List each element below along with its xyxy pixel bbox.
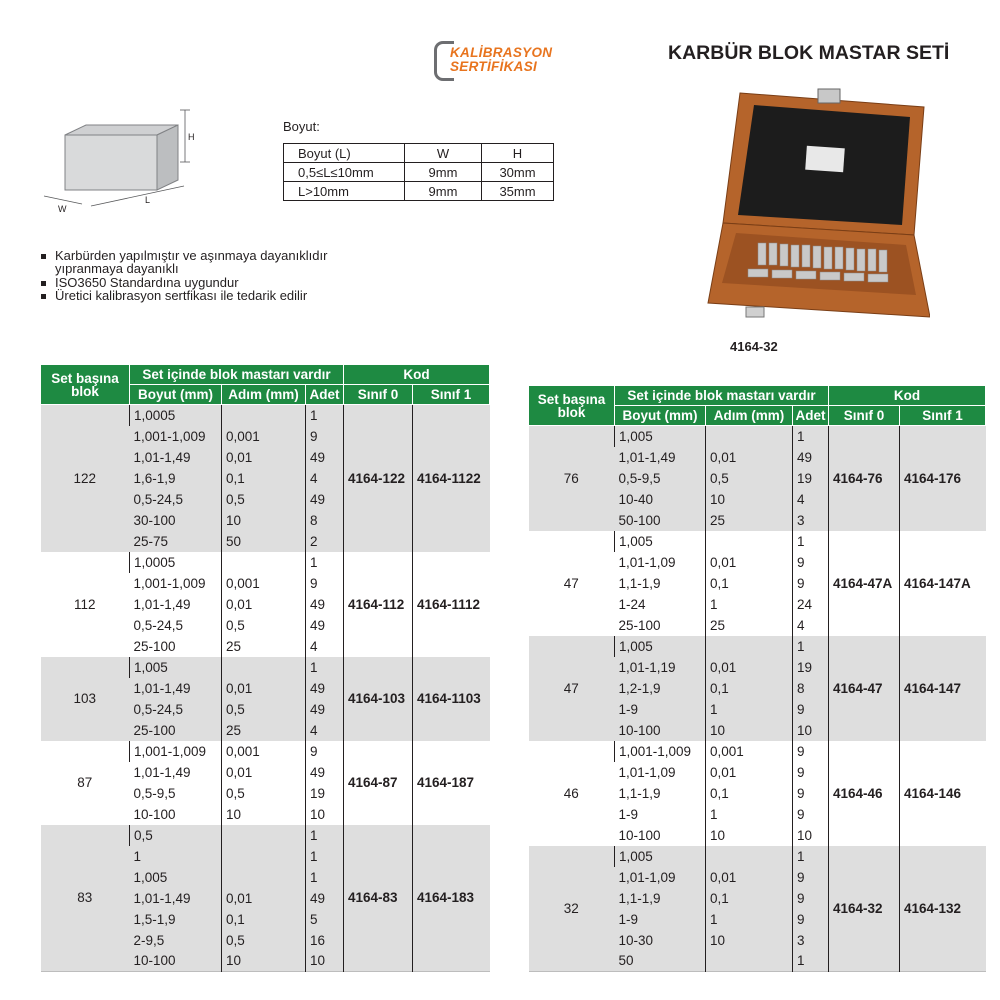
adim-cell: 25 [706,510,793,531]
sinif1-code-cell: 4164-146 [900,741,986,846]
sinif1-code-cell: 4164-1122 [413,405,490,552]
boyut-cell: 10-100 [130,951,222,972]
boyut-cell: 10-100 [130,804,222,825]
boyut-cell: 1,01-1,09 [615,552,706,573]
adet-cell: 19 [793,468,829,489]
dimension-table [283,143,554,201]
header-contents: Set içinde blok mastarı vardır [615,386,829,406]
table-row [529,846,986,867]
adet-cell: 1 [793,531,829,552]
table-row [529,531,986,552]
adet-cell: 9 [793,699,829,720]
boyut-cell: 1,6-1,9 [130,468,222,489]
set-count-cell: 83 [41,825,130,972]
adim-cell [706,951,793,972]
boyut-cell: 1,5-1,9 [130,909,222,930]
feature-text: Üretici kalibrasyon sertfikası ile tedarik edilir [55,288,308,304]
adim-cell: 0,5 [222,489,306,510]
adet-cell: 1 [793,636,829,657]
adim-cell: 0,01 [706,552,793,573]
adim-cell: 10 [706,930,793,951]
dim-cell: 0,5≤L≤10mm [284,163,405,182]
feature-item [40,249,327,262]
header-kod: Kod [344,365,490,385]
adet-cell: 49 [306,594,344,615]
adim-cell: 0,01 [222,762,306,783]
boyut-cell: 0,5-24,5 [130,489,222,510]
adim-cell: 25 [222,636,306,657]
feature-item [40,289,327,302]
boyut-cell: 1,01-1,49 [130,888,222,909]
set-count-cell: 112 [41,552,130,657]
boyut-cell: 1,01-1,49 [130,594,222,615]
adet-cell: 16 [306,930,344,951]
adim-cell [222,846,306,867]
boyut-cell: 1,005 [130,657,222,678]
adet-cell: 1 [793,846,829,867]
boyut-cell: 1,0005 [130,405,222,426]
header-adet: Adet [306,385,344,405]
dim-header-boyut: Boyut (L) [284,144,405,163]
adim-cell: 0,1 [222,468,306,489]
bullet-icon [41,254,46,259]
adet-cell: 9 [306,741,344,762]
adim-cell: 0,5 [222,615,306,636]
adim-cell: 0,1 [706,783,793,804]
product-caption: 4164-32 [730,339,778,354]
product-case-image [668,85,930,335]
boyut-cell: 1,005 [615,846,706,867]
adim-cell: 1 [706,594,793,615]
adet-cell: 19 [793,657,829,678]
sinif1-code-cell: 4164-1112 [413,552,490,657]
table-row [41,741,490,762]
boyut-cell: 1,01-1,19 [615,657,706,678]
adet-cell: 49 [306,489,344,510]
adet-cell: 1 [306,825,344,846]
dim-cell: L>10mm [284,182,405,201]
label-h: H [188,132,195,142]
adet-cell: 1 [306,867,344,888]
adim-cell: 0,01 [222,447,306,468]
table-row [529,636,986,657]
adet-cell: 9 [793,888,829,909]
header-sinif1: Sınıf 1 [413,385,490,405]
logo-line-2: SERTİFİKASI [450,59,538,74]
adim-cell: 0,5 [222,783,306,804]
feature-text: ISO3650 Standardına uygundur [55,274,239,290]
feature-item [40,276,327,289]
sinif0-code-cell: 4164-122 [344,405,413,552]
adet-cell: 1 [306,657,344,678]
dim-header-w: W [405,144,482,163]
header-kod: Kod [829,386,986,406]
header-adim: Adım (mm) [222,385,306,405]
logo-line-1: KALİBRASYON [450,45,553,60]
set-count-cell: 47 [529,636,615,741]
sinif1-code-cell: 4164-176 [900,426,986,531]
boyut-cell: 10-100 [615,825,706,846]
boyut-cell: 0,5-9,5 [615,468,706,489]
sinif0-code-cell: 4164-47 [829,636,900,741]
boyut-cell: 0,5 [130,825,222,846]
adet-cell: 9 [793,762,829,783]
boyut-cell: 30-100 [130,510,222,531]
adim-cell [706,636,793,657]
adim-cell: 0,001 [222,426,306,447]
sinif1-code-cell: 4164-147A [900,531,986,636]
adim-cell: 0,1 [222,909,306,930]
boyut-cell: 1,005 [130,867,222,888]
adet-cell: 9 [793,867,829,888]
adet-cell: 8 [793,678,829,699]
boyut-cell: 1 [130,846,222,867]
adet-cell: 9 [793,909,829,930]
boyut-cell: 25-75 [130,531,222,552]
adim-cell: 0,01 [706,447,793,468]
header-set: Set başına blok [41,365,130,405]
dimension-row [284,163,554,182]
table-header-row [529,386,986,406]
adim-cell: 10 [706,489,793,510]
boyut-cell: 1,1-1,9 [615,783,706,804]
adet-cell: 4 [793,615,829,636]
boyut-cell: 1-9 [615,909,706,930]
feature-item-continuation [40,262,327,275]
boyut-cell: 1,001-1,009 [130,426,222,447]
sinif0-code-cell: 4164-76 [829,426,900,531]
adim-cell: 25 [222,720,306,741]
boyut-cell: 1,001-1,009 [130,741,222,762]
left-gauge-set-table [40,364,490,972]
adet-cell: 2 [306,531,344,552]
adim-cell [706,846,793,867]
boyut-cell: 10-30 [615,930,706,951]
boyut-cell: 25-100 [615,615,706,636]
boyut-cell: 1,2-1,9 [615,678,706,699]
boyut-cell: 1,01-1,49 [130,447,222,468]
adim-cell: 0,001 [222,741,306,762]
boyut-cell: 0,5-24,5 [130,699,222,720]
adet-cell: 1 [793,951,829,972]
sinif0-code-cell: 4164-83 [344,825,413,972]
page-title: KARBÜR BLOK MASTAR SETİ [668,42,950,64]
header-adet: Adet [793,406,829,426]
adet-cell: 4 [306,720,344,741]
adet-cell: 10 [793,720,829,741]
boyut-cell: 25-100 [130,636,222,657]
adet-cell: 4 [793,489,829,510]
adim-cell: 0,5 [706,468,793,489]
set-count-cell: 46 [529,741,615,846]
set-count-cell: 122 [41,405,130,552]
block-dimension-diagram [36,100,216,215]
adim-cell: 0,5 [222,699,306,720]
header-boyut: Boyut (mm) [130,385,222,405]
boyut-cell: 1,005 [615,426,706,447]
adet-cell: 9 [793,573,829,594]
adet-cell: 9 [793,741,829,762]
adet-cell: 10 [306,951,344,972]
adim-cell [222,405,306,426]
adim-cell: 10 [706,825,793,846]
boyut-cell: 1,005 [615,531,706,552]
adet-cell: 49 [306,762,344,783]
bullet-icon [41,294,46,299]
dim-cell: 9mm [405,163,482,182]
adim-cell: 0,01 [706,657,793,678]
sinif1-code-cell: 4164-147 [900,636,986,741]
adet-cell: 9 [793,552,829,573]
right-table-body [529,426,986,972]
boyut-cell: 1,0005 [130,552,222,573]
adim-cell: 0,001 [706,741,793,762]
boyut-cell: 1,1-1,9 [615,888,706,909]
adim-cell [222,552,306,573]
boyut-cell: 1,005 [615,636,706,657]
adet-cell: 49 [306,447,344,468]
table-header-row [41,365,490,385]
adet-cell: 9 [306,426,344,447]
dimension-row [284,182,554,201]
adet-cell: 1 [793,426,829,447]
boyut-cell: 1,01-1,09 [615,762,706,783]
header-adim: Adım (mm) [706,406,793,426]
right-gauge-set-table [528,385,986,972]
adet-cell: 10 [306,804,344,825]
table-row [529,426,986,447]
adim-cell: 0,001 [222,573,306,594]
dim-header-h: H [482,144,554,163]
gauge-block-icon [65,125,178,190]
boyut-cell: 1,01-1,49 [130,762,222,783]
adim-cell [706,426,793,447]
sinif1-code-cell: 4164-183 [413,825,490,972]
adet-cell: 9 [793,783,829,804]
adim-cell [222,867,306,888]
dim-cell: 35mm [482,182,554,201]
adim-cell: 0,1 [706,888,793,909]
boyut-cell: 1,01-1,49 [130,678,222,699]
boyut-cell: 1,01-1,49 [615,447,706,468]
sinif0-code-cell: 4164-32 [829,846,900,972]
adim-cell: 1 [706,699,793,720]
adim-cell: 0,5 [222,930,306,951]
boyut-cell: 1,1-1,9 [615,573,706,594]
left-table-body [41,405,490,972]
adet-cell: 1 [306,846,344,867]
sinif0-code-cell: 4164-47A [829,531,900,636]
adim-cell: 0,01 [706,762,793,783]
boyut-cell: 25-100 [130,720,222,741]
adim-cell [706,531,793,552]
set-count-cell: 103 [41,657,130,741]
header-sinif0: Sınıf 0 [829,406,900,426]
adet-cell: 49 [306,699,344,720]
adet-cell: 10 [793,825,829,846]
sinif1-code-cell: 4164-187 [413,741,490,825]
boyut-cell: 1,001-1,009 [615,741,706,762]
adet-cell: 5 [306,909,344,930]
adet-cell: 49 [306,615,344,636]
adim-cell: 10 [222,510,306,531]
adim-cell: 0,1 [706,678,793,699]
table-row [41,552,490,573]
sinif1-code-cell: 4164-1103 [413,657,490,741]
adim-cell: 0,01 [222,678,306,699]
adim-cell: 1 [706,804,793,825]
adet-cell: 4 [306,636,344,657]
feature-text: yıpranmaya dayanıklı [55,261,179,277]
table-row [529,741,986,762]
adet-cell: 49 [306,678,344,699]
dimension-label: Boyut: [283,119,320,134]
adet-cell: 9 [306,573,344,594]
boyut-cell: 0,5-9,5 [130,783,222,804]
adim-cell: 1 [706,909,793,930]
adim-cell: 10 [222,951,306,972]
adim-cell: 0,01 [222,594,306,615]
sinif0-code-cell: 4164-112 [344,552,413,657]
header-sinif1: Sınıf 1 [900,406,986,426]
adim-cell [222,657,306,678]
adim-cell: 10 [706,720,793,741]
header-set: Set başına blok [529,386,615,426]
label-w: W [58,204,67,214]
sinif0-code-cell: 4164-103 [344,657,413,741]
dimension-header-row [284,144,554,163]
boyut-cell: 10-40 [615,489,706,510]
table-row [41,405,490,426]
set-count-cell: 47 [529,531,615,636]
adet-cell: 49 [306,888,344,909]
label-l: L [145,195,151,205]
sinif0-code-cell: 4164-87 [344,741,413,825]
boyut-cell: 1-24 [615,594,706,615]
adim-cell: 0,1 [706,573,793,594]
adet-cell: 1 [306,552,344,573]
adim-cell: 0,01 [222,888,306,909]
boyut-cell: 1-9 [615,699,706,720]
dim-cell: 9mm [405,182,482,201]
boyut-cell: 1,001-1,009 [130,573,222,594]
sinif0-code-cell: 4164-46 [829,741,900,846]
boyut-cell: 0,5-24,5 [130,615,222,636]
boyut-cell: 1-9 [615,804,706,825]
adet-cell: 3 [793,930,829,951]
adim-cell [222,825,306,846]
adet-cell: 49 [793,447,829,468]
table-row [41,825,490,846]
adim-cell: 0,01 [706,867,793,888]
feature-list [40,249,327,303]
boyut-cell: 50-100 [615,510,706,531]
table-row [41,657,490,678]
header-boyut: Boyut (mm) [615,406,706,426]
calibration-certificate-logo [434,41,566,81]
adet-cell: 8 [306,510,344,531]
sinif1-code-cell: 4164-132 [900,846,986,972]
feature-text: Karbürden yapılmıştır ve aşınmaya dayanıklıdır [55,248,328,263]
boyut-cell: 2-9,5 [130,930,222,951]
boyut-cell: 10-100 [615,720,706,741]
adet-cell: 19 [306,783,344,804]
set-count-cell: 87 [41,741,130,825]
adet-cell: 24 [793,594,829,615]
boyut-cell: 1,01-1,09 [615,867,706,888]
adim-cell: 25 [706,615,793,636]
set-count-cell: 76 [529,426,615,531]
adet-cell: 3 [793,510,829,531]
dim-cell: 30mm [482,163,554,182]
header-sinif0: Sınıf 0 [344,385,413,405]
bullet-icon [41,281,46,286]
adet-cell: 9 [793,804,829,825]
adet-cell: 4 [306,468,344,489]
set-count-cell: 32 [529,846,615,972]
header-contents: Set içinde blok mastarı vardır [130,365,344,385]
adim-cell: 50 [222,531,306,552]
boyut-cell: 50 [615,951,706,972]
adet-cell: 1 [306,405,344,426]
adim-cell: 10 [222,804,306,825]
